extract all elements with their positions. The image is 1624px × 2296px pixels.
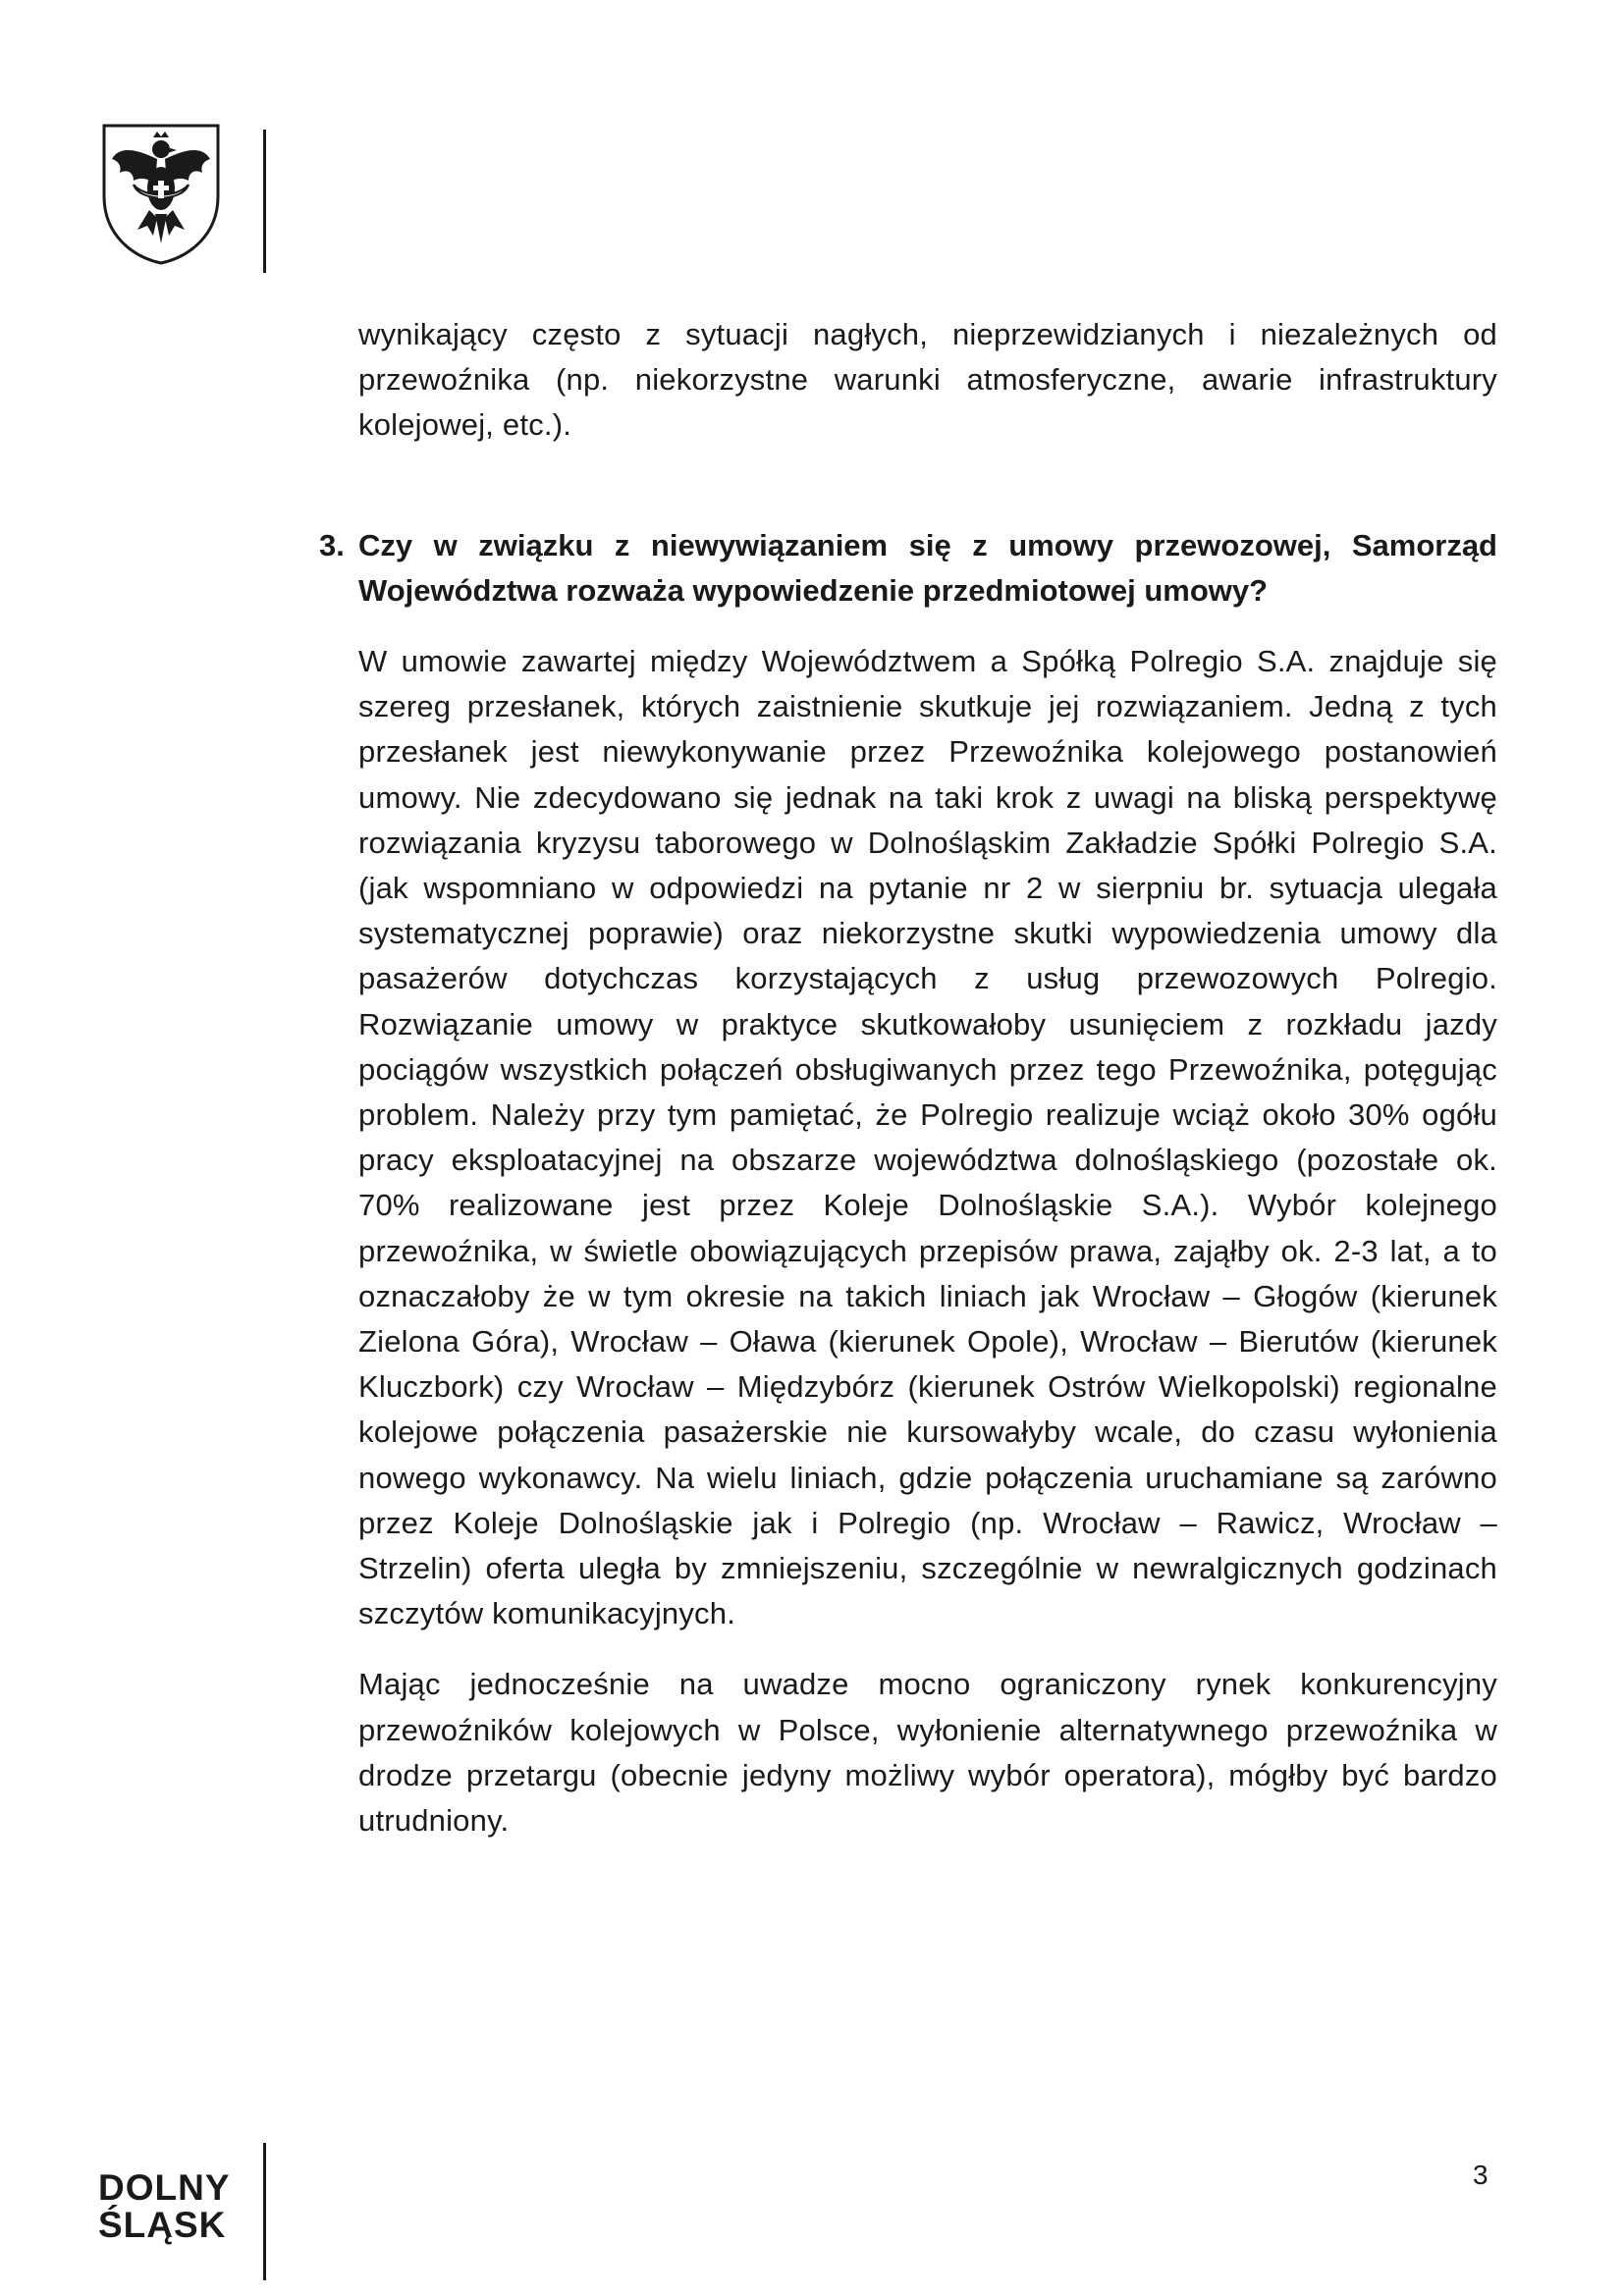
answer-paragraph-2: Mając jednocześnie na uwadze mocno ograniczony rynek konkurencyjny przewoźników kolejowych w Polsce, wyłonienie alternatywnego przewoźnika w drodze przetargu (obecnie jedyny możliwy wybór operatora), mógłby być bardzo utrudniony.: [358, 1667, 1497, 1839]
question-3: [319, 523, 1497, 614]
logo-line-1: DOLNY: [98, 2167, 231, 2208]
question-number: 3.: [319, 527, 345, 562]
lower-silesia-eagle-crest-icon: [98, 120, 224, 267]
footer-vertical-rule: [263, 2143, 266, 2280]
dolny-slask-logo: [98, 2169, 236, 2244]
document-body: [319, 312, 1497, 1843]
header-vertical-rule: [263, 130, 266, 273]
logo-line-2: ŚLĄSK: [98, 2205, 227, 2245]
intro-paragraph: wynikający często z sytuacji nagłych, nieprzewidzianych i niezależnych od przewoźnika (np. niekorzystne warunki atmosferyczne, awarie infrastruktury kolejowej, etc.).: [358, 317, 1497, 443]
question-text: Czy w związku z niewywiązaniem się z umowy przewozowej, Samorząd Województwa rozważa wypowiedzenie przedmiotowej umowy?: [358, 527, 1497, 608]
answer-paragraph-1: W umowie zawartej między Województwem a Spółką Polregio S.A. znajduje się szereg przesłanek, których zaistnienie skutkuje jej rozwiązaniem. Jedną z tych przesłanek jest niewykonywanie przez Przewoźnika kolejowego postanowień umowy. Nie zdecydowano się jednak na taki krok z uwagi na bliską perspektywę rozwiązania kryzysu taborowego w Dolnośląskim Zakładzie Spółki Polregio S.A. (jak wspomniano w odpowiedzi na pytanie nr 2 w sierpniu br. sytuacja ulegała systematycznej poprawie) oraz niekorzystne skutki wypowiedzenia umowy dla pasażerów dotychczas korzystających z usług przewozowych Polregio. Rozwiązanie umowy w praktyce skutkowałoby usunięciem z rozkładu jazdy pociągów wszystkich połączeń obsługiwanych przez tego Przewoźnika, potęgując problem. Należy przy tym pamiętać, że Polregio realizuje wciąż około 30% ogółu pracy eksploatacyjnej na obszarze województwa dolnośląskiego (pozostałe ok. 70% realizowane jest przez Koleje Dolnośląskie S.A.). Wybór kolejnego przewoźnika, w świetle obowiązujących przepisów prawa, zająłby ok. 2-3 lat, a to oznaczałoby że w tym okresie na takich liniach jak Wrocław – Głogów (kierunek Zielona Góra), Wrocław – Oława (kierunek Opole), Wrocław – Bierutów (kierunek Kluczbork) czy Wrocław – Międzybórz (kierunek Ostrów Wielkopolski) regionalne kolejowe połączenia pasażerskie nie kursowałyby wcale, do czasu wyłonienia nowego wykonawcy. Na wielu liniach, gdzie połączenia uruchamiane są zarówno przez Koleje Dolnośląskie jak i Polregio (np. Wrocław – Rawicz, Wrocław – Strzelin) oferta uległa by zmniejszeniu, szczególnie w newralgicznych godzinach szczytów komunikacyjnych.: [358, 644, 1497, 1631]
page-number: 3: [1473, 2160, 1489, 2190]
